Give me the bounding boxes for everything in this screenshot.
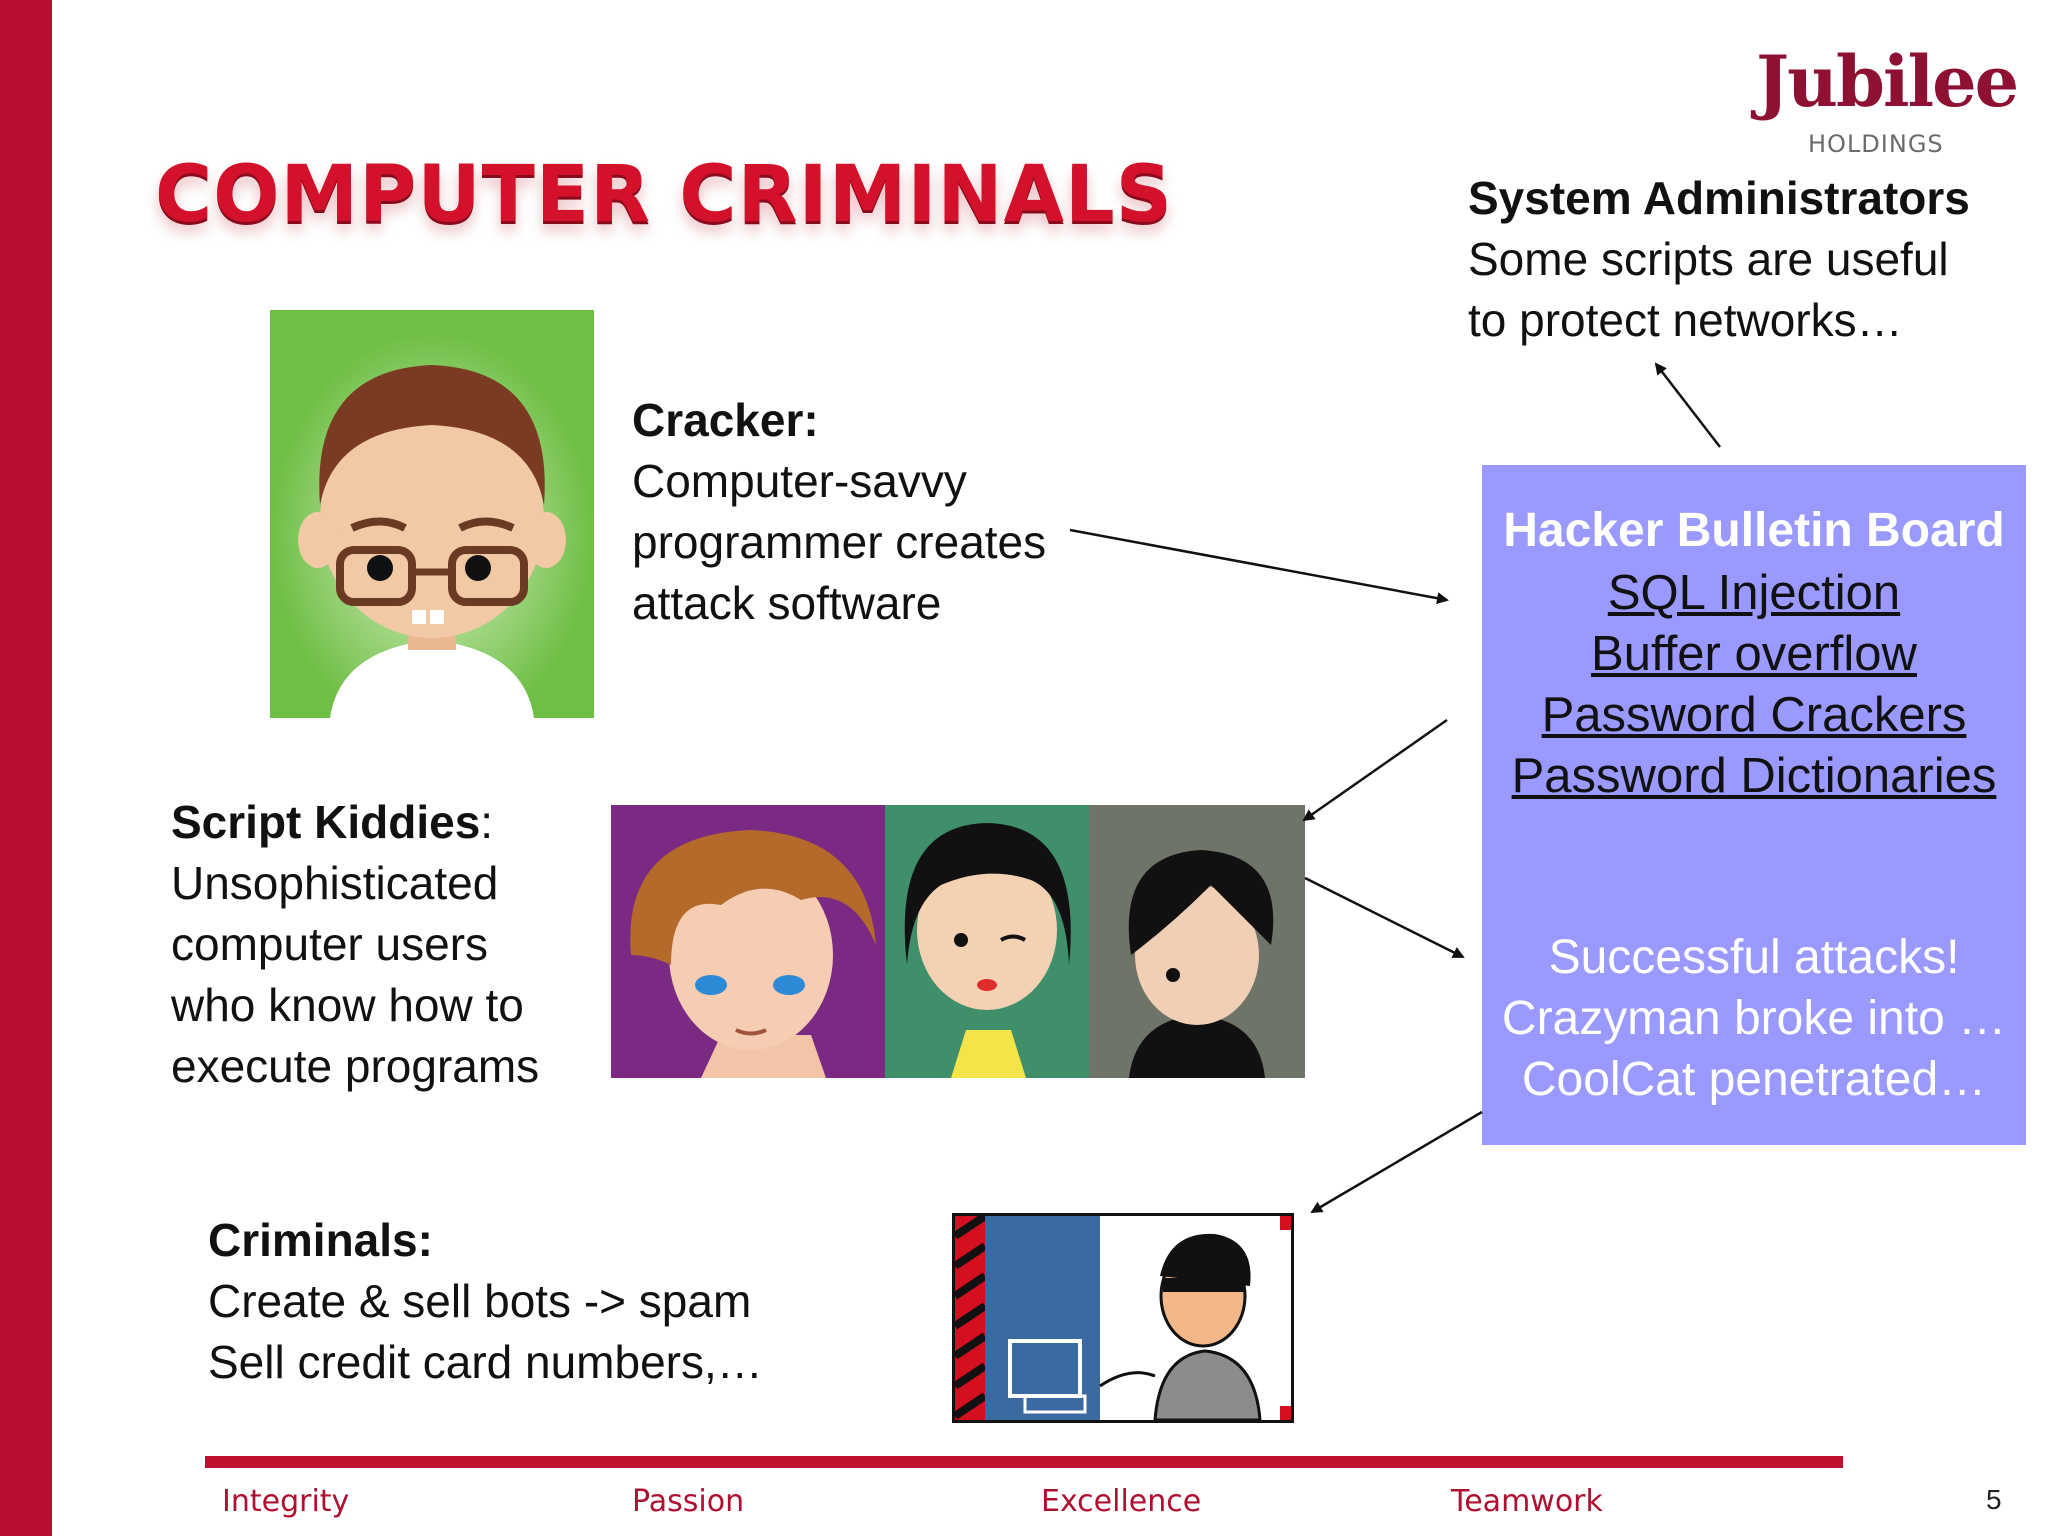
arrow-attacks-to-criminals <box>1312 1112 1482 1212</box>
cracker-line: programmer creates <box>632 516 1047 568</box>
footer-value-integrity: Integrity <box>222 1484 350 1519</box>
page-number: 5 <box>1986 1484 2002 1515</box>
kiddies-heading-colon: : <box>480 796 494 848</box>
board-topic-link[interactable]: Password Crackers <box>1541 688 1967 742</box>
kiddies-line: computer users <box>171 918 489 970</box>
board-topic-link[interactable]: Password Dictionaries <box>1511 749 1997 803</box>
kiddies-heading: Script Kiddies <box>171 796 481 848</box>
logo-wordmark: Jubilee <box>1756 40 2018 123</box>
sysadmin-heading: System Administrators <box>1468 172 1970 224</box>
kiddies-line: who know how to <box>171 979 524 1031</box>
sysadmin-line: to protect networks… <box>1468 294 1903 346</box>
board-attack-line: CoolCat penetrated… <box>1521 1053 1987 1106</box>
board-title: Hacker Bulletin Board <box>1503 504 2005 557</box>
board-attack-line: Crazyman broke into … <box>1501 992 2007 1045</box>
board-attack-line: Successful attacks! <box>1548 931 1960 984</box>
kiddies-line: Unsophisticated <box>171 857 499 909</box>
slide-title: COMPUTER CRIMINALS <box>155 150 1173 240</box>
footer-value-passion: Passion <box>632 1484 745 1519</box>
board-topic-link[interactable]: SQL Injection <box>1607 566 1901 620</box>
arrow-board-to-kiddies <box>1304 720 1447 820</box>
arrow-board-to-sysadmin <box>1656 364 1720 447</box>
footer-value-excellence: Excellence <box>1041 1484 1202 1519</box>
arrow-kiddies-to-attacks <box>1305 878 1463 957</box>
footer-value-teamwork: Teamwork <box>1451 1484 1603 1519</box>
criminals-heading: Criminals: <box>208 1214 433 1266</box>
logo-subtitle: HOLDINGS <box>1808 130 1944 158</box>
criminals-line: Sell credit card numbers,… <box>208 1336 763 1388</box>
kiddies-line: execute programs <box>171 1040 540 1092</box>
footer-rule <box>205 1456 1843 1468</box>
arrow-cracker-to-board <box>1070 530 1447 600</box>
board-topic-link[interactable]: Buffer overflow <box>1591 627 1917 681</box>
cracker-line: Computer-savvy <box>632 455 967 507</box>
sysadmin-line: Some scripts are useful <box>1468 233 1949 285</box>
cracker-line: attack software <box>632 577 942 629</box>
criminals-line: Create & sell bots -> spam <box>208 1275 752 1327</box>
cracker-heading: Cracker: <box>632 394 819 446</box>
